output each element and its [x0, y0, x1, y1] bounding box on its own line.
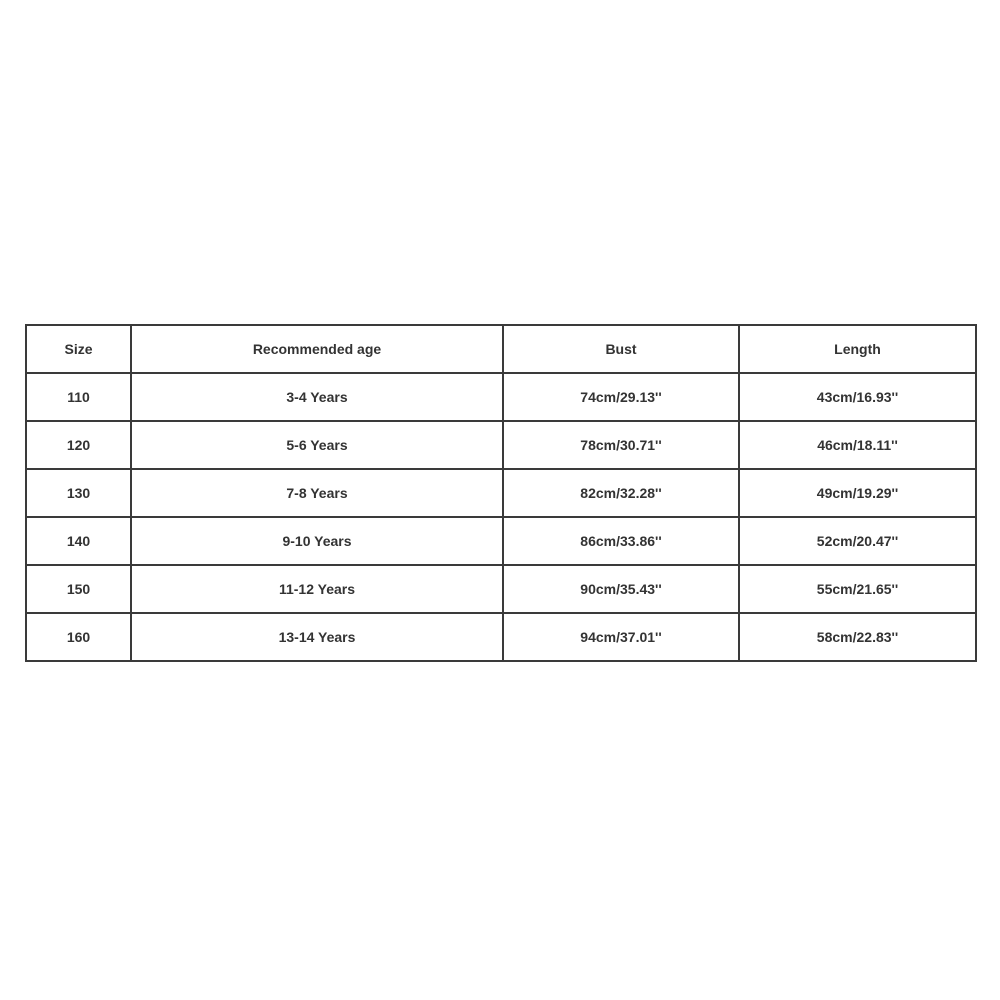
cell-recommended-age: 9-10 Years — [131, 517, 503, 565]
header-row — [26, 325, 976, 373]
table-row — [26, 421, 976, 469]
cell-bust: 94cm/37.01'' — [503, 613, 739, 661]
column-header-recommended-age: Recommended age — [131, 325, 503, 373]
cell-bust: 74cm/29.13'' — [503, 373, 739, 421]
cell-length: 58cm/22.83'' — [739, 613, 976, 661]
table-row — [26, 373, 976, 421]
cell-size: 120 — [26, 421, 131, 469]
column-header-bust: Bust — [503, 325, 739, 373]
cell-size: 110 — [26, 373, 131, 421]
cell-recommended-age: 3-4 Years — [131, 373, 503, 421]
column-header-size: Size — [26, 325, 131, 373]
cell-length: 52cm/20.47'' — [739, 517, 976, 565]
column-header-length: Length — [739, 325, 976, 373]
cell-length: 49cm/19.29'' — [739, 469, 976, 517]
table-body — [26, 373, 976, 661]
cell-recommended-age: 5-6 Years — [131, 421, 503, 469]
cell-recommended-age: 11-12 Years — [131, 565, 503, 613]
cell-bust: 90cm/35.43'' — [503, 565, 739, 613]
cell-bust: 86cm/33.86'' — [503, 517, 739, 565]
cell-length: 46cm/18.11'' — [739, 421, 976, 469]
cell-size: 130 — [26, 469, 131, 517]
table-row — [26, 469, 976, 517]
cell-length: 55cm/21.65'' — [739, 565, 976, 613]
cell-recommended-age: 7-8 Years — [131, 469, 503, 517]
table-row — [26, 517, 976, 565]
cell-bust: 78cm/30.71'' — [503, 421, 739, 469]
cell-bust: 82cm/32.28'' — [503, 469, 739, 517]
table-row — [26, 613, 976, 661]
cell-length: 43cm/16.93'' — [739, 373, 976, 421]
cell-size: 150 — [26, 565, 131, 613]
cell-size: 140 — [26, 517, 131, 565]
table-header — [26, 325, 976, 373]
table-row — [26, 565, 976, 613]
cell-size: 160 — [26, 613, 131, 661]
cell-recommended-age: 13-14 Years — [131, 613, 503, 661]
size-chart-table — [25, 324, 977, 662]
